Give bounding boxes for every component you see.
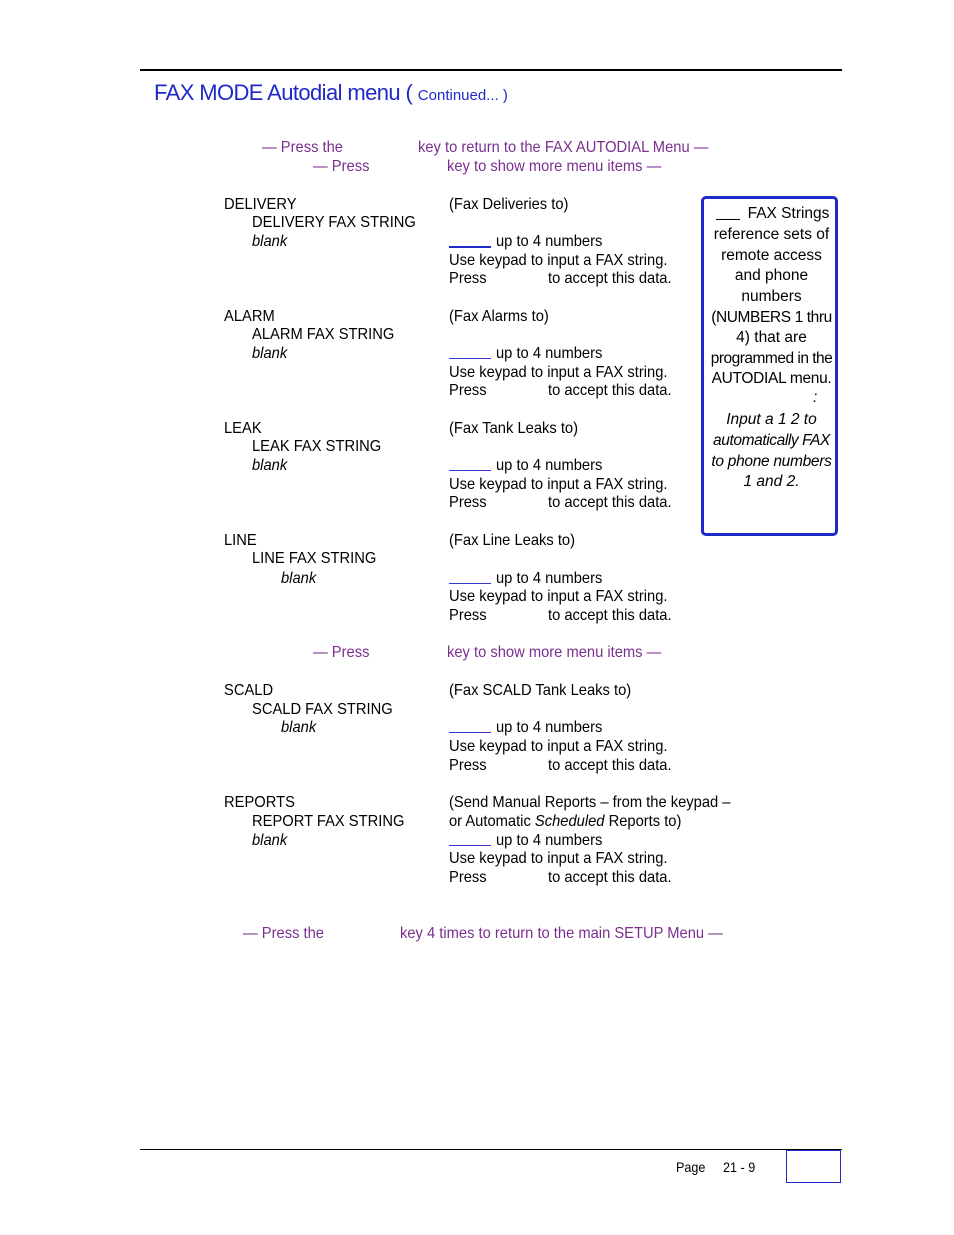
note-line-2: reference sets of: [713, 226, 830, 243]
scald-upto: up to 4 numbers: [496, 719, 603, 736]
reports-keypad: Use keypad to input a FAX string.: [449, 850, 668, 867]
leak-accept: to accept this data.: [548, 494, 672, 511]
reports-underline: [449, 845, 491, 846]
scald-value: blank: [281, 719, 317, 736]
note-line-3: remote access: [721, 247, 822, 264]
scald-desc: (Fax SCALD Tank Leaks to): [449, 682, 632, 699]
line-upto: up to 4 numbers: [496, 570, 603, 587]
line-keypad: Use keypad to input a FAX string.: [449, 588, 668, 605]
note-line-5: numbers: [741, 288, 802, 305]
reports-scheduled: Scheduled: [534, 813, 605, 830]
note-line-6: (NUMBERS 1 thru: [711, 309, 832, 326]
note-italic-1: Input a 1 2 to: [726, 411, 817, 428]
delivery-keypad: Use keypad to input a FAX string.: [449, 252, 668, 269]
page-number: 21 - 9: [723, 1159, 756, 1175]
delivery-upto: up to 4 numbers: [496, 233, 603, 250]
delivery-press: Press: [449, 270, 487, 287]
page-label: Page: [676, 1159, 706, 1175]
alarm-desc: (Fax Alarms to): [449, 308, 549, 325]
nav-press-1: — Press: [313, 158, 370, 175]
nav-press-the-bottom: — Press the: [243, 925, 324, 942]
note-line-7: 4) that are: [736, 329, 807, 346]
leak-press: Press: [449, 494, 487, 511]
reports-desc-1: (Send Manual Reports – from the keypad –: [449, 794, 731, 811]
line-value: blank: [281, 570, 317, 587]
reports-upto: up to 4 numbers: [496, 832, 603, 849]
delivery-heading: DELIVERY: [224, 196, 297, 213]
alarm-upto: up to 4 numbers: [496, 345, 603, 362]
scald-heading: SCALD: [224, 682, 274, 699]
alarm-sub: ALARM FAX STRING: [252, 326, 395, 343]
page-title-continued: Continued... ): [417, 87, 508, 104]
alarm-keypad: Use keypad to input a FAX string.: [449, 364, 668, 381]
page-title: FAX MODE Autodial menu ( Continued... ): [154, 80, 508, 105]
nav-press-the-top: — Press the: [262, 139, 343, 156]
note-line-8: programmed in the: [710, 350, 833, 367]
alarm-accept: to accept this data.: [548, 382, 672, 399]
delivery-accept: to accept this data.: [548, 270, 672, 287]
note-italic-2: automatically FAX: [713, 432, 830, 449]
scald-accept: to accept this data.: [548, 757, 672, 774]
leak-value: blank: [252, 457, 288, 474]
alarm-heading: ALARM: [224, 308, 275, 325]
delivery-sub: DELIVERY FAX STRING: [252, 214, 416, 231]
alarm-underline: [449, 358, 491, 359]
delivery-value: blank: [252, 233, 288, 250]
reports-sub: REPORT FAX STRING: [252, 813, 405, 830]
nav-show-more-1: key to show more menu items —: [447, 158, 662, 175]
note-line-4: and phone: [734, 267, 809, 284]
page-box: [786, 1150, 841, 1183]
top-rule: [140, 69, 842, 71]
nav-return-autodial: key to return to the FAX AUTODIAL Menu —: [418, 139, 709, 156]
alarm-press: Press: [449, 382, 487, 399]
note-line-1: FAX Strings: [747, 205, 830, 222]
nav-return-setup: key 4 times to return to the main SETUP Menu —: [400, 925, 723, 942]
scald-keypad: Use keypad to input a FAX string.: [449, 738, 668, 755]
leak-sub: LEAK FAX STRING: [252, 438, 382, 455]
line-sub: LINE FAX STRING: [252, 550, 377, 567]
note-italic-4: 1 and 2.: [743, 473, 800, 490]
note-italic-3: to phone numbers: [711, 453, 832, 470]
reports-value: blank: [252, 832, 288, 849]
leak-heading: LEAK: [224, 420, 262, 437]
scald-press: Press: [449, 757, 487, 774]
note-colon: :: [813, 389, 818, 406]
leak-upto: up to 4 numbers: [496, 457, 603, 474]
leak-keypad: Use keypad to input a FAX string.: [449, 476, 668, 493]
reports-press: Press: [449, 869, 487, 886]
nav-press-2: — Press: [313, 644, 370, 661]
alarm-value: blank: [252, 345, 288, 362]
reports-heading: REPORTS: [224, 794, 295, 811]
note-line-9: AUTODIAL menu.: [711, 370, 832, 387]
delivery-desc: (Fax Deliveries to): [449, 196, 569, 213]
line-press: Press: [449, 607, 487, 624]
line-accept: to accept this data.: [548, 607, 672, 624]
delivery-underline: [449, 246, 491, 248]
reports-desc-2: or Automatic Scheduled Reports to): [449, 813, 682, 830]
leak-underline: [449, 470, 491, 471]
line-underline: [449, 583, 491, 584]
reports-accept: to accept this data.: [548, 869, 672, 886]
scald-underline: [449, 732, 491, 733]
line-desc: (Fax Line Leaks to): [449, 532, 575, 549]
nav-show-more-2: key to show more menu items —: [447, 644, 662, 661]
scald-sub: SCALD FAX STRING: [252, 701, 393, 718]
leak-desc: (Fax Tank Leaks to): [449, 420, 579, 437]
line-heading: LINE: [224, 532, 257, 549]
bottom-rule: [140, 1149, 842, 1150]
